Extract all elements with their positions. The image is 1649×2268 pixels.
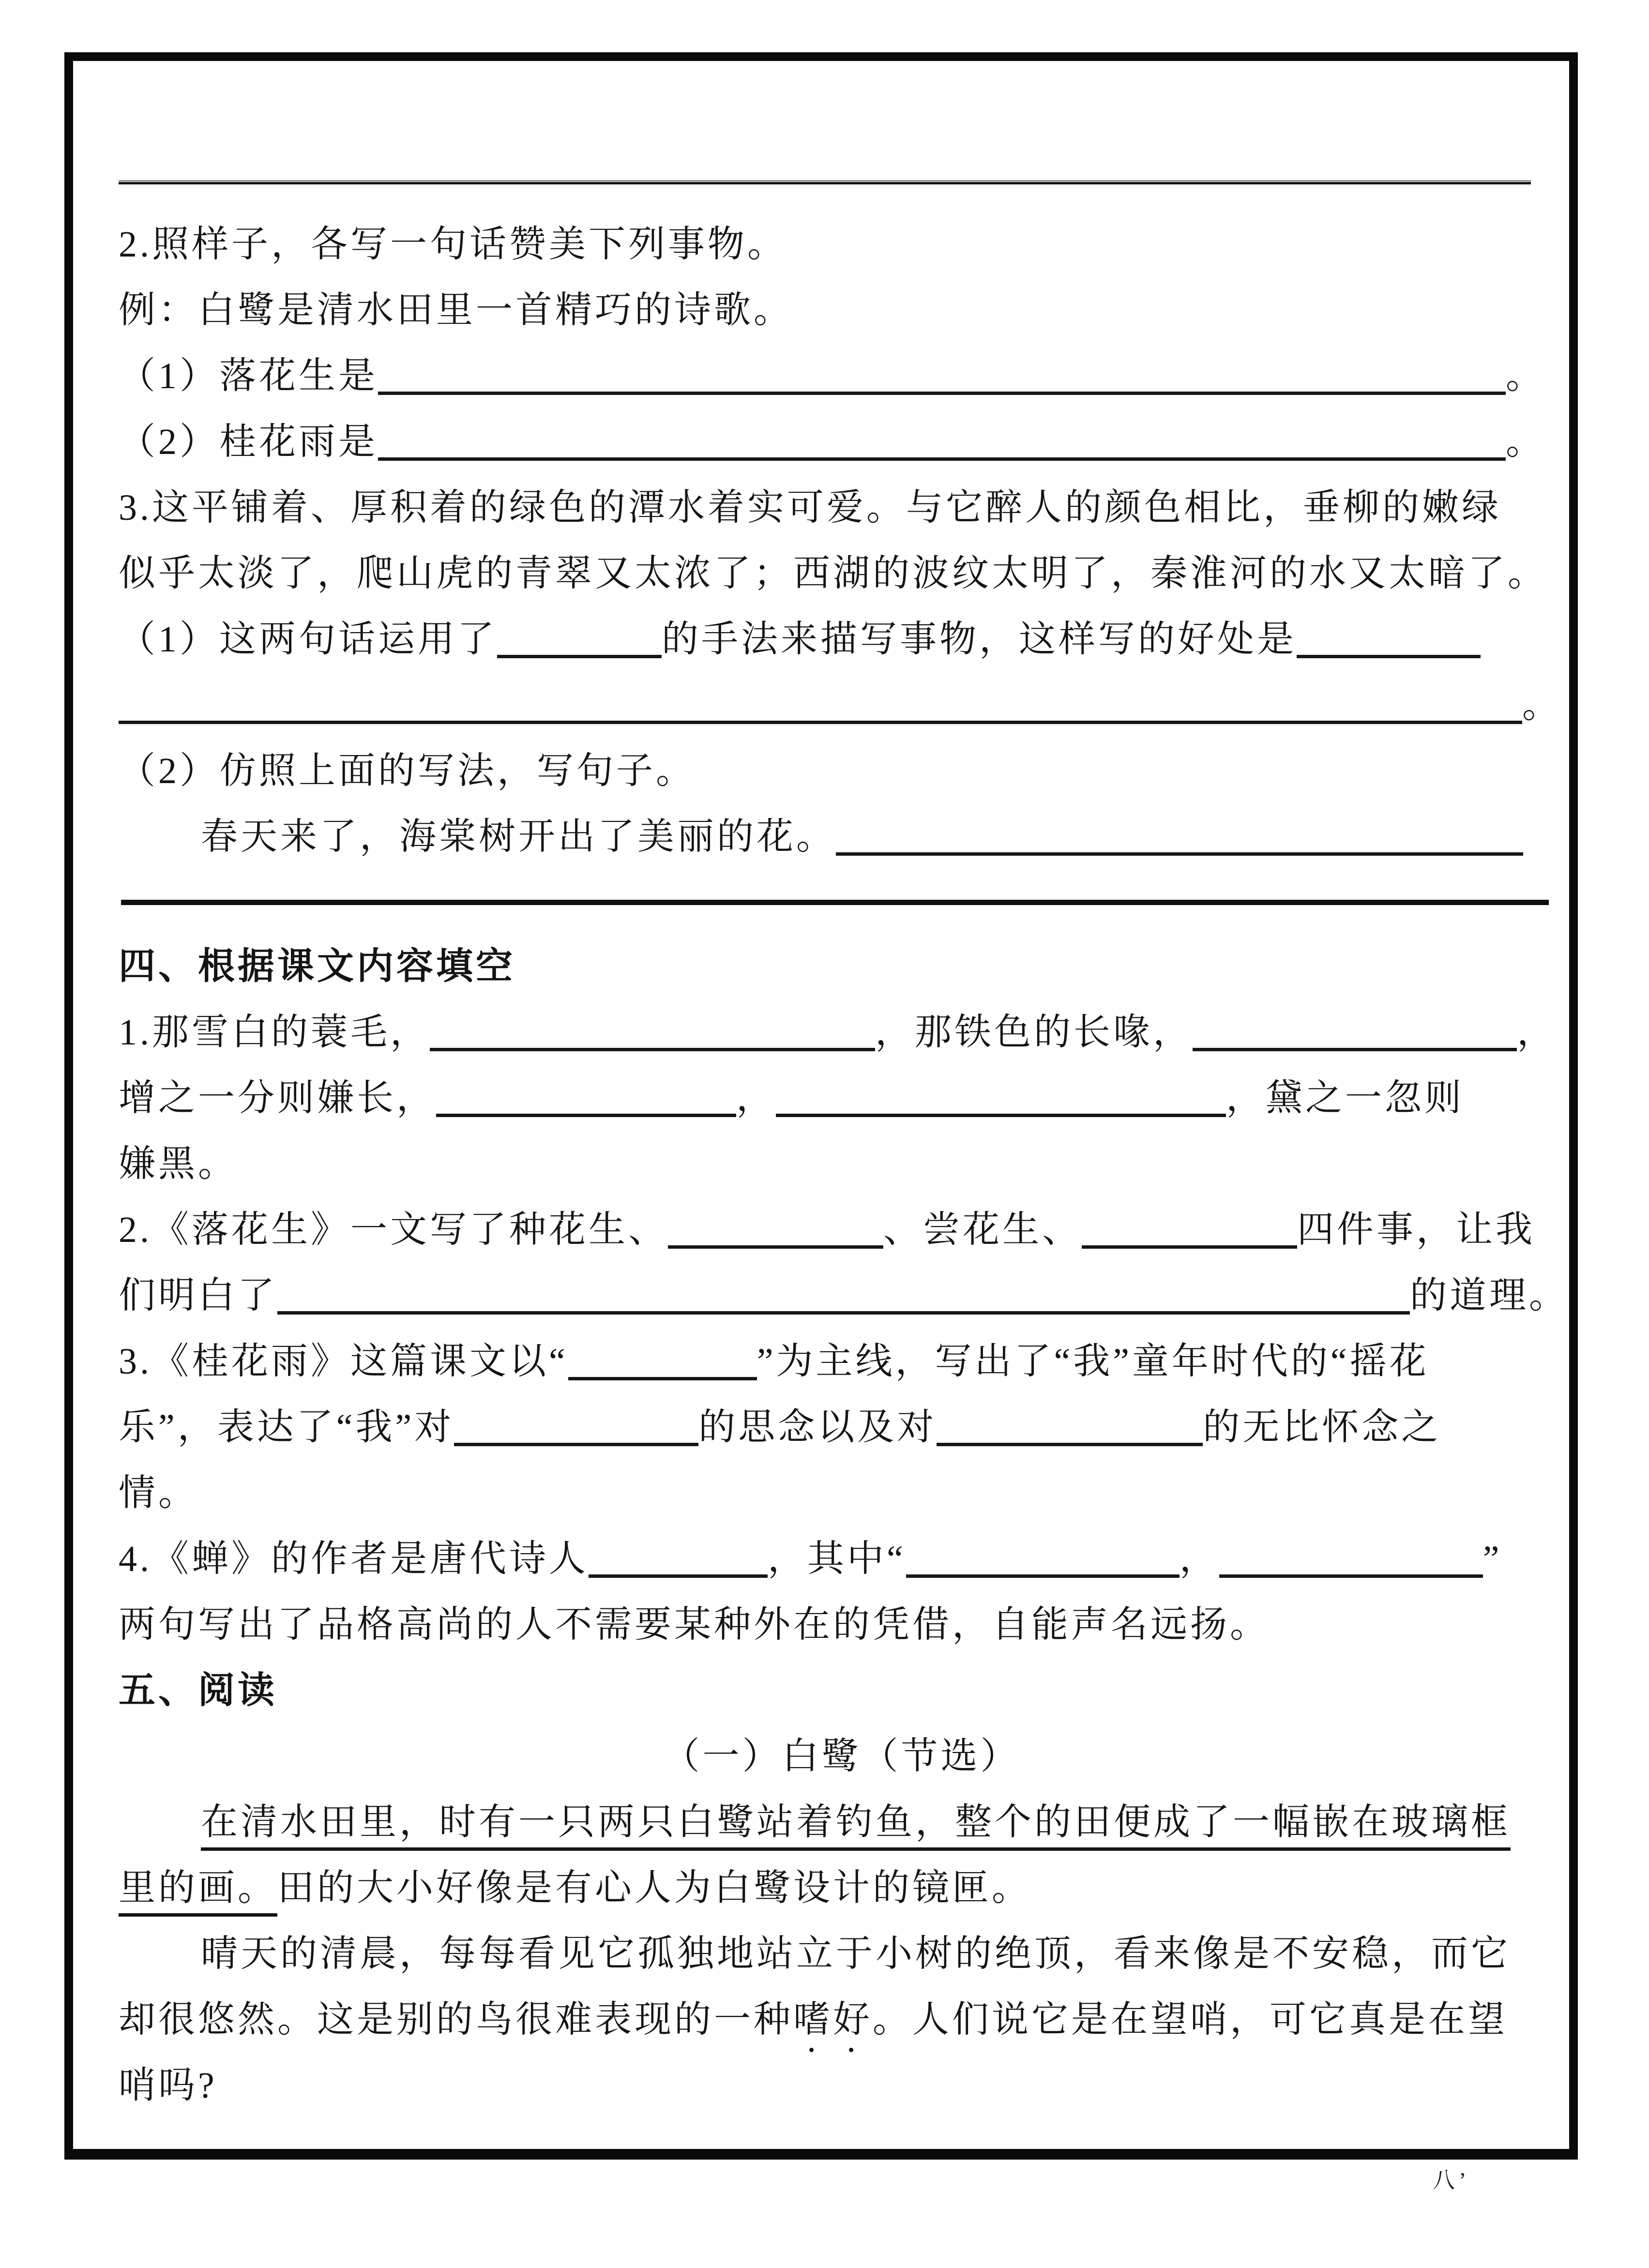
text-segment: 增之一分则嫌长，	[119, 1078, 436, 1119]
answer-blank	[937, 1443, 1203, 1446]
answer-blank	[568, 1377, 757, 1380]
text-segment: 似乎太淡了，爬山虎的青翠又太浓了；西湖的波纹太明了，秦淮河的水又太暗了。	[119, 553, 1547, 594]
text-segment: （一）白鹭（节选）	[663, 1736, 1020, 1777]
s4-item1-line2	[119, 1065, 1564, 1131]
answer-blank	[430, 1048, 875, 1051]
text-segment: （1）这两句话运用了	[119, 619, 497, 660]
answer-blank	[906, 1574, 1180, 1578]
answer-blank	[497, 655, 662, 658]
s4-item4-line2	[119, 1592, 1564, 1658]
text-segment: ”为主线，写出了“我”童年时代的“摇花	[756, 1341, 1429, 1382]
s4-item3-line2	[119, 1394, 1564, 1460]
q2-item-2	[119, 409, 1564, 475]
answer-blank	[436, 1114, 736, 1117]
answer-blank	[378, 457, 1506, 461]
answer-blank	[454, 1443, 698, 1446]
text-segment: 。	[1506, 356, 1545, 396]
text-segment: 四件事，让我	[1297, 1210, 1535, 1250]
q2-prompt	[119, 212, 1564, 277]
text-segment: 的手法来描写事物，这样写的好处是	[662, 619, 1297, 660]
text-segment: ，那铁色的长喙，	[875, 1012, 1193, 1053]
q2-item-1	[119, 343, 1564, 409]
footer-fragment: 八’	[1433, 2168, 1470, 2192]
text-segment: ，	[1517, 1012, 1557, 1053]
underlined-text: 里的画。	[119, 1868, 277, 1917]
s4-item3-line1	[119, 1329, 1564, 1394]
top-rule	[119, 180, 1531, 184]
q3-text-line1	[119, 475, 1564, 541]
reading-p2-line3	[119, 2053, 1564, 2118]
text-segment: ，黛之一忽则	[1226, 1078, 1464, 1119]
reading-title	[119, 1724, 1564, 1789]
text-segment: （1）落花生是	[119, 356, 378, 396]
text-segment: 春天来了，海棠树开出了美丽的花。	[201, 816, 836, 857]
section-5-heading	[119, 1658, 1564, 1724]
text-segment: 3.这平铺着、厚积着的绿色的潭水着实可爱。与它醉人的颜色相比，垂柳的嫩绿	[119, 487, 1501, 528]
text-segment: 。人们说它是在望哨，可它真是在望	[873, 1999, 1508, 2040]
text-segment: 1.那雪白的蓑毛，	[119, 1012, 430, 1053]
answer-blank	[1219, 1574, 1483, 1578]
answer-blank	[1082, 1245, 1297, 1249]
answer-blank	[1193, 1048, 1517, 1051]
text-segment: 3.《桂花雨》这篇课文以“	[119, 1341, 568, 1382]
underlined-text: 在清水田里，时有一只两只白鹭站着钓鱼，整个的田便成了一幅嵌在玻璃框	[201, 1802, 1511, 1851]
answer-blank	[119, 721, 1522, 724]
s4-item2-line1	[119, 1197, 1564, 1263]
text-segment: 2.照样子，各写一句话赞美下列事物。	[119, 224, 787, 265]
answer-blank	[277, 1311, 1410, 1315]
q3-text-line2	[119, 541, 1564, 606]
text-segment: 例：白鹭是清水田里一首精巧的诗歌。	[119, 290, 793, 331]
emphasized-text: 嗜好	[793, 1999, 873, 2040]
text-segment: 。	[1506, 422, 1545, 462]
answer-blank	[1297, 655, 1481, 658]
q3-sub1-line2	[119, 672, 1564, 738]
s4-item1-line1	[119, 999, 1564, 1065]
s4-item2-line2	[119, 1263, 1569, 1329]
text-segment: 乐”，表达了“我”对	[119, 1407, 454, 1448]
reading-p2-line2	[119, 1987, 1564, 2053]
text-segment: 四、根据课文内容填空	[119, 946, 515, 987]
q3-sub2-prompt	[119, 738, 1564, 804]
answer-blank	[776, 1114, 1226, 1117]
text-segment: 的思念以及对	[698, 1407, 937, 1448]
text-segment: 五、阅读	[119, 1670, 277, 1711]
answer-blank	[836, 852, 1523, 856]
section-4-heading	[119, 934, 1564, 999]
text-segment: 情。	[119, 1473, 198, 1513]
text-segment: 嫌黑。	[119, 1144, 238, 1184]
text-segment: 4.《蝉》的作者是唐代诗人	[119, 1539, 589, 1579]
text-segment: 却很悠然。这是别的鸟很难表现的一种	[119, 1999, 793, 2040]
s4-item1-line3	[119, 1131, 1564, 1197]
s4-item4-line1	[119, 1526, 1564, 1592]
page-frame	[64, 52, 1578, 2160]
text-segment: 的无比怀念之	[1203, 1407, 1441, 1448]
answer-blank	[589, 1574, 768, 1578]
page-content	[73, 180, 1569, 2268]
text-segment: 2.《落花生》一文写了种花生、	[119, 1210, 668, 1250]
text-segment: 们明白了	[119, 1275, 277, 1316]
text-segment: ，	[736, 1078, 776, 1119]
text-segment: 的道理。	[1410, 1275, 1569, 1316]
answer-blank	[668, 1245, 883, 1249]
text-segment: （2）桂花雨是	[119, 422, 378, 462]
answer-blank	[378, 392, 1506, 395]
q2-example	[119, 277, 1564, 343]
text-segment: 哨吗?	[119, 2065, 217, 2106]
text-segment: ”	[1483, 1539, 1502, 1579]
text-segment: 晴天的清晨，每每看见它孤独地站立于小树的绝顶，看来像是不安稳，而它	[201, 1934, 1511, 1974]
text-segment: （2）仿照上面的写法，写句子。	[119, 751, 696, 791]
reading-p2-line1	[119, 1921, 1564, 1987]
reading-p1-line1	[119, 1789, 1564, 1855]
reading-p1-line2	[119, 1855, 1564, 1921]
text-segment: 、尝花生、	[883, 1210, 1082, 1250]
text-segment: ，其中“	[768, 1539, 906, 1579]
section-divider	[121, 900, 1549, 905]
text-segment: 两句写出了品格高尚的人不需要某种外在的凭借，自能声名远扬。	[119, 1604, 1270, 1645]
q3-sub2-example	[119, 804, 1564, 870]
text-segment: 。	[1522, 685, 1562, 726]
s4-item3-line3	[119, 1460, 1564, 1526]
text-segment: ，	[1179, 1539, 1219, 1579]
q3-sub1	[119, 606, 1564, 672]
text-segment: 田的大小好像是有心人为白鹭设计的镜匣。	[277, 1868, 1031, 1908]
